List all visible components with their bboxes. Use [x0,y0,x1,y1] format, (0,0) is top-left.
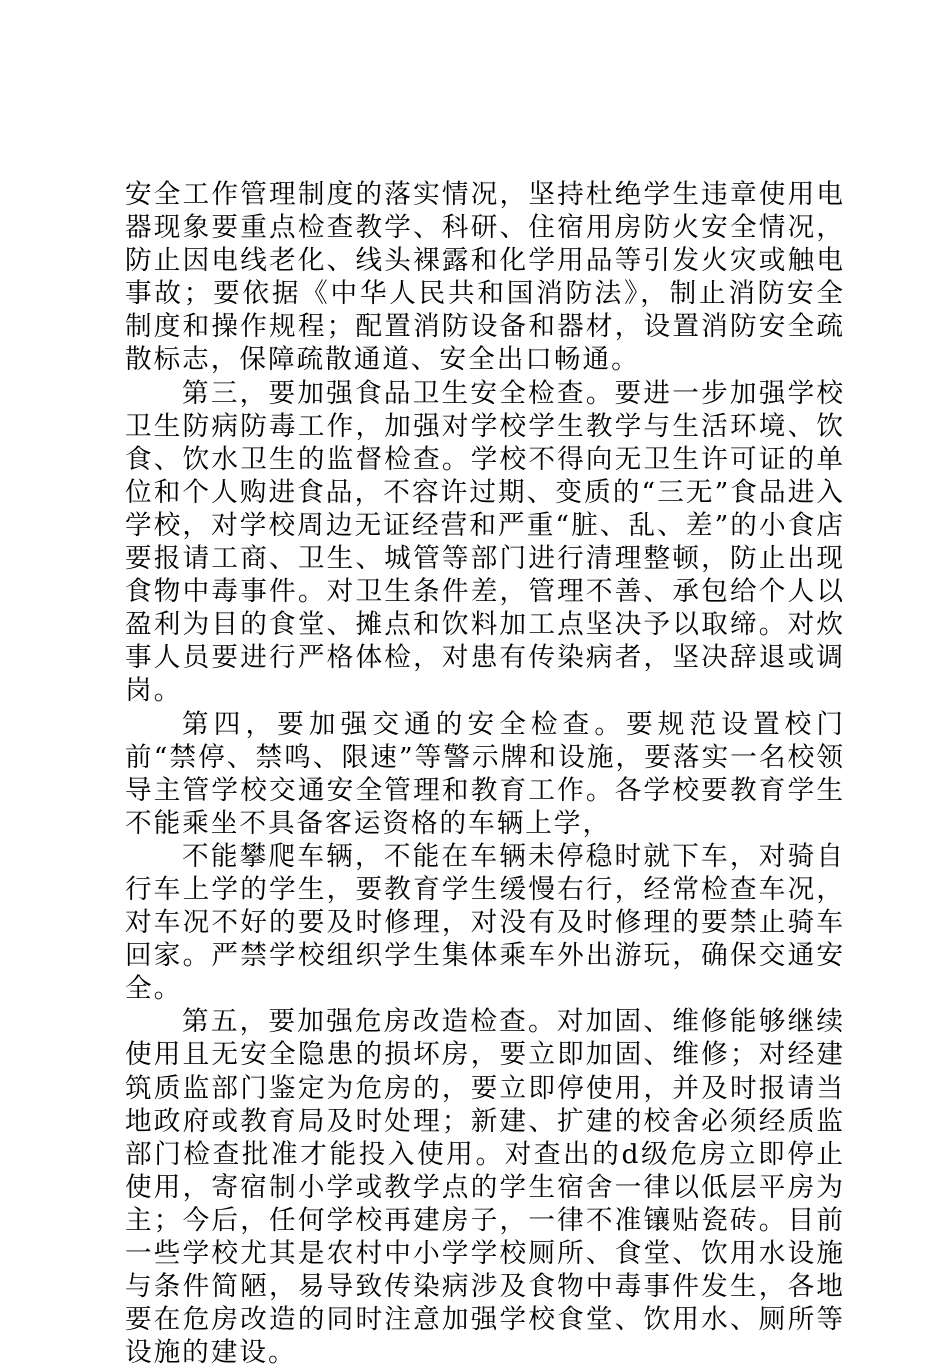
document-body [125,178,845,1369]
paragraph-2: 第三，要加强食品卫生安全检查。要进一步加强学校卫生防病防毒工作，加强对学校学生教学与生活环境、饮食、饮水卫生的监督检查。学校不得向无卫生许可证的单位和个人购进食品，不容许过期、变质的“三无”食品进入学校，对学校周边无证经营和严重“脏、乱、差”的小食店要报请工商、卫生、城管等部门进行清理整顿，防止出现食物中毒事件。对卫生条件差，管理不善、承包给个人以盈利为目的食堂、摊点和饮料加工点坚决予以取缔。对炊事人员要进行严格体检，对患有传染病者，坚决辞退或调岗。 [125,377,845,707]
paragraph-3: 第四，要加强交通的安全检查。要规范设置校门前“禁停、禁鸣、限速”等警示牌和设施，要落实一名校领导主管学校交通安全管理和教育工作。各学校要教育学生不能乘坐不具备客运资格的车辆上学， [125,708,845,839]
paragraph-4: 不能攀爬车辆，不能在车辆未停稳时就下车，对骑自行车上学的学生，要教育学生缓慢右行，经常检查车况，对车况不好的要及时修理，对没有及时修理的要禁止骑车回家。严禁学校组织学生集体乘车外出游玩，确保交通安全。 [125,840,845,1005]
paragraph-1: 安全工作管理制度的落实情况，坚持杜绝学生违章使用电器现象要重点检查教学、科研、住宿用房防火安全情况，防止因电线老化、线头裸露和化学用品等引发火灾或触电事故；要依据《中华人民共和国消防法》，制止消防安全制度和操作规程；配置消防设备和器材，设置消防安全疏散标志，保障疏散通道、安全出口畅通。 [125,179,845,376]
paragraph-5: 第五，要加强危房改造检查。对加固、维修能够继续使用且无安全隐患的损坏房，要立即加固、维修；对经建筑质监部门鉴定为危房的，要立即停使用，并及时报请当地政府或教育局及时处理；新建、扩建的校舍必须经质监部门检查批准才能投入使用。对查出的d级危房立即停止使用，寄宿制小学或教学点的学生宿舍一律以低层平房为主；今后，任何学校再建房子，一律不准镶贴瓷砖。目前一些学校尤其是农村中小学学校厕所、食堂、饮用水设施与条件简陋，易导致传染病涉及食物中毒事件发生，各地要在危房改造的同时注意加强学校食堂、饮用水、厕所等设施的建设。 [125,1006,845,1369]
